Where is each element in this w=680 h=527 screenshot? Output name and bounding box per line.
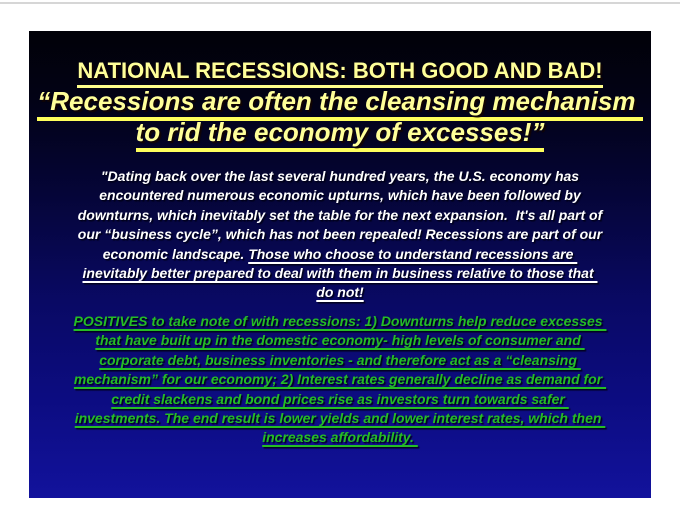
window-top-border — [0, 2, 680, 4]
intro-line-3-text: downturns, which inevitably set the table for the next expansion. It's all part of — [77, 206, 603, 223]
intro-line-6-underlined: inevitably better prepared to deal with them in business relative to those that — [82, 265, 598, 282]
slide — [29, 31, 651, 498]
positives-line-5: credit slackens and bond prices rise as investors turn towards safer — [111, 390, 569, 407]
positives-line-6: investments. The end result is lower yields and lower interest rates, which then — [74, 410, 606, 427]
subtitle-line-1-text: “Recessions are often the cleansing mechanism — [37, 86, 642, 121]
positives-line-3: corporate debt, business inventories - and therefore act as a “cleansing — [99, 351, 581, 368]
intro-line-2-text: encountered numerous economic upturns, which have been followed by — [99, 187, 581, 204]
intro-line-6 — [29, 264, 651, 283]
positives-line-2: that have built up in the domestic economy- high levels of consumer and — [95, 332, 585, 349]
intro-line-1-text: "Dating back over the last several hundred years, the U.S. economy has — [100, 168, 580, 184]
intro-line-3 — [29, 206, 651, 225]
intro-line-7 — [29, 283, 651, 302]
intro-line-5-text: economic landscape. — [102, 245, 249, 262]
intro-paragraph — [29, 167, 651, 303]
positives-line-1: POSITIVES to take note of with recessions: 1) Downturns help reduce excesses — [73, 313, 607, 329]
intro-line-7-underlined: do not! — [316, 284, 364, 301]
intro-line-5 — [29, 245, 651, 264]
positives-line-7: increases affordability. — [262, 429, 418, 446]
subtitle-line-2-text: to rid the economy of excesses!” — [136, 117, 545, 152]
subtitle-line-2 — [29, 117, 651, 148]
positives-line-4: mechanism” for our economy; 2) Interest rates generally decline as demand for — [73, 371, 607, 388]
intro-line-4-text: our “business cycle”, which has not been repealed! Recessions are part of our — [77, 226, 603, 243]
intro-line-1 — [29, 167, 651, 186]
slide-title-block — [29, 55, 651, 148]
title-line-1-text: NATIONAL RECESSIONS: BOTH GOOD AND BAD! — [77, 58, 602, 88]
title-line-1 — [29, 55, 651, 86]
intro-line-2 — [29, 186, 651, 205]
intro-line-5-underlined: Those who choose to understand recessions are — [248, 245, 578, 262]
intro-line-4 — [29, 225, 651, 244]
positives-paragraph — [29, 312, 651, 448]
subtitle-line-1 — [29, 86, 651, 117]
